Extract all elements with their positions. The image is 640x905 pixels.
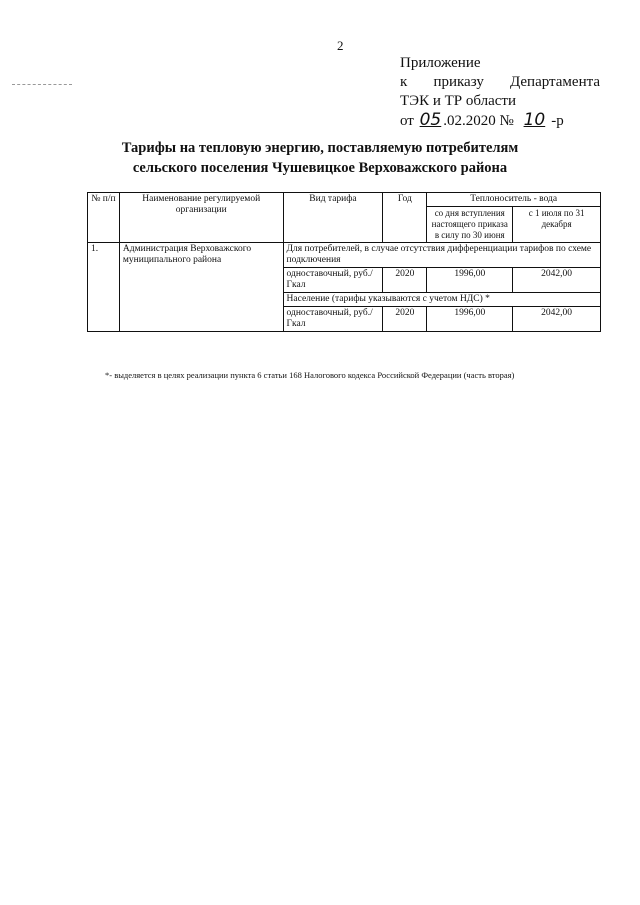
- handwritten-day: 05: [419, 110, 442, 130]
- header-year: Год: [383, 193, 427, 243]
- appendix-department: Департамента: [509, 74, 600, 90]
- group-2-value-1: 1996,00: [427, 307, 513, 332]
- appendix-block: [400, 54, 600, 131]
- scan-artifact-line: [12, 84, 72, 85]
- title-line-1: Тарифы на тепловую энергию, поставляемую потребителям: [121, 140, 519, 156]
- row-num: 1.: [88, 243, 120, 332]
- header-period-1: со дня вступления настоящего приказа в силу по 30 июня: [427, 207, 513, 243]
- appendix-from: от: [400, 113, 414, 129]
- header-period-2: с 1 июля по 31 декабря: [513, 207, 601, 243]
- appendix-to: к: [400, 74, 408, 90]
- appendix-date-rest: .02.2020 №: [443, 113, 514, 129]
- group-1-value-1: 1996,00: [427, 268, 513, 293]
- group-1-tariff-type: одноставочный, руб./Гкал: [283, 268, 383, 293]
- group-1-label: Для потребителей, в случае отсутствия дифференциации тарифов по схеме подключения: [283, 243, 600, 268]
- header-heat-carrier: Теплоноситель - вода: [427, 193, 601, 207]
- appendix-date-line: [400, 111, 600, 131]
- group-2-tariff-type: одноставочный, руб./Гкал: [283, 307, 383, 332]
- header-num: № п/п: [88, 193, 120, 243]
- group-2-value-2: 2042,00: [513, 307, 601, 332]
- header-organization: Наименование регулируемой организации: [119, 193, 283, 243]
- appendix-order-word: приказу: [433, 74, 484, 90]
- group-1-year: 2020: [383, 268, 427, 293]
- appendix-heading: Приложение: [400, 55, 481, 71]
- table-row: [88, 243, 601, 268]
- handwritten-order-number: 10: [523, 110, 546, 130]
- page-number: 2: [337, 38, 344, 53]
- row-organization: Администрация Верховажского муниципального района: [119, 243, 283, 332]
- document-title: [0, 138, 640, 178]
- appendix-suffix: -р: [551, 113, 564, 129]
- group-2-label: Население (тарифы указываются с учетом НДС) *: [283, 293, 600, 307]
- tariff-table: [87, 192, 601, 332]
- header-tariff-type: Вид тарифа: [283, 193, 383, 243]
- appendix-department-name: ТЭК и ТР области: [400, 93, 516, 109]
- group-1-value-2: 2042,00: [513, 268, 601, 293]
- title-line-2: сельского поселения Чушевицкое Верховажского района: [132, 160, 508, 176]
- appendix-order-ref: [400, 73, 600, 92]
- group-2-year: 2020: [383, 307, 427, 332]
- footnote: *- выделяется в целях реализации пункта 6 статьи 168 Налогового кодекса Российской Федерации (часть вторая): [105, 370, 515, 380]
